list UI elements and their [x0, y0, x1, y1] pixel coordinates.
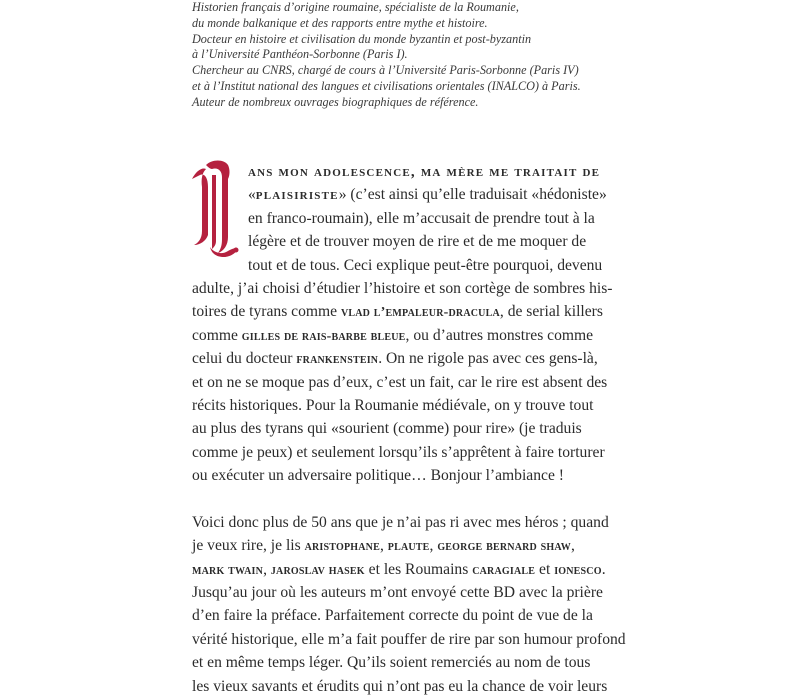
bio-line: du monde balkanique et des rapports entre mythe et histoire. — [192, 15, 488, 30]
text-line: comme je peux) et seulement lorsqu’ils s’apprêtent à faire torturer — [192, 443, 605, 461]
name-small-caps: mark twain — [192, 562, 264, 578]
name-small-caps: gilles de rais-barbe bleue — [241, 328, 406, 344]
preface-body — [192, 160, 626, 698]
text-line: légère et de trouver moyen de rire et de me moquer de — [248, 233, 587, 251]
text-run: . — [601, 560, 606, 578]
text-run: et — [535, 560, 555, 578]
text-line — [192, 300, 612, 323]
text-line — [192, 183, 612, 206]
text-line: et on ne se moque pas d’eux, c’est un fait, car le rire est absent des — [192, 373, 608, 391]
text-line: vérité historique, elle m’a fait pouffer de rire par son humour profond — [192, 630, 626, 648]
name-small-caps: plaute — [387, 539, 430, 555]
author-bio — [192, 0, 612, 111]
text-line: au plus des tyrans qui «sourient (comme) pour rire» (je traduis — [192, 420, 582, 438]
paragraph-gap — [192, 487, 612, 510]
text-line: ou exécuter un adversaire politique… Bonjour l’ambiance ! — [192, 467, 564, 485]
text-run: . On ne rigole pas avec ces gens-là, — [378, 350, 598, 368]
name-small-caps: vlad l’empaleur-dracula — [340, 305, 500, 321]
text-line — [192, 324, 612, 347]
name-small-caps: jaroslav hasek — [270, 562, 365, 578]
paragraph-2 — [192, 511, 626, 698]
opening-small-caps: ans mon adolescence, ma mère me traitait de — [248, 164, 601, 180]
text-line: récits historiques. Pour la Roumanie médiévale, on y trouve tout — [192, 396, 594, 414]
quote-mark: « — [248, 186, 256, 204]
text-line: en franco-roumain), elle m’accusait de prendre tout à la — [248, 209, 595, 227]
term-small-caps: plaisiriste — [255, 187, 339, 204]
text-run: , ou d’autres monstres comme — [405, 326, 594, 344]
text-run: celui du docteur — [192, 350, 297, 368]
text-run: , — [570, 537, 575, 555]
bio-line: à l’Université Panthéon-Sorbonne (Paris I). — [192, 47, 408, 62]
text-run: , — [429, 537, 438, 555]
text-run: » (c’est ainsi qu’elle traduisait «hédoniste» — [338, 186, 607, 204]
bio-line: et à l’Institut national des langues et civilisations orientales (INALCO) à Paris. — [192, 78, 581, 93]
name-small-caps: ionesco — [554, 562, 602, 578]
text-line — [192, 558, 612, 581]
text-run: je veux rire, je lis — [192, 537, 305, 555]
text-line — [192, 347, 612, 370]
text-line: tout et de tous. Ceci explique peut-être pourquoi, devenu — [248, 256, 603, 274]
text-line: Voici donc plus de 50 ans que je n’ai pas ri avec mes héros ; quand — [192, 513, 609, 531]
text-run: , — [263, 560, 271, 578]
text-line: Jusqu’au jour où les auteurs m’ont envoyé cette BD avec la prière — [192, 584, 603, 602]
name-small-caps: aristophane — [304, 539, 380, 555]
text-line — [192, 160, 612, 183]
bio-line: Chercheur au CNRS, chargé de cours à l’Université Paris-Sorbonne (Paris IV) — [192, 63, 579, 78]
text-line: et en même temps léger. Qu’ils soient remerciés au nom de tous — [192, 654, 591, 672]
text-run: , de serial killers — [499, 303, 603, 321]
paragraph-1 — [192, 160, 612, 487]
text-line: les vieux savants et érudits qui n’ont pas eu la chance de voir leurs — [192, 677, 608, 695]
text-line: adulte, j’ai choisi d’étudier l’histoire et son cortège de sombres his- — [192, 279, 613, 297]
text-line — [192, 534, 612, 557]
text-run: , — [379, 537, 388, 555]
bio-line: Docteur en histoire et civilisation du monde byzantin et post-byzantin — [192, 31, 532, 46]
name-small-caps: caragiale — [472, 562, 536, 578]
bio-line: Auteur de nombreux ouvrages biographiques de référence. — [192, 94, 479, 109]
bio-line: Historien français d’origine roumaine, spécialiste de la Roumanie, — [192, 0, 519, 14]
text-run: et les Roumains — [364, 560, 473, 578]
name-small-caps: george bernard shaw — [437, 539, 571, 555]
text-run: comme — [192, 326, 242, 344]
text-line: d’en faire la préface. Parfaitement correcte du point de vue de la — [192, 607, 593, 625]
text-run: toires de tyrans comme — [192, 303, 341, 321]
name-small-caps: frankenstein — [296, 352, 379, 368]
